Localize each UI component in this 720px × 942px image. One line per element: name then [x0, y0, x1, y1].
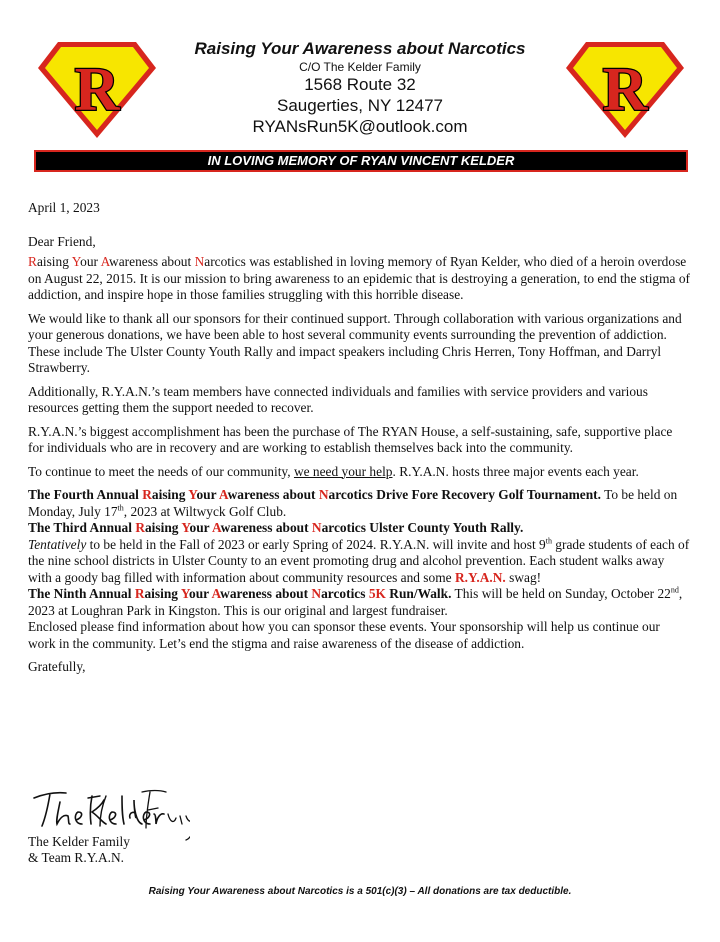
- signature-name: The Kelder Family: [28, 834, 130, 849]
- text-run: The Ninth Annual: [28, 586, 135, 601]
- greeting: Dear Friend,: [28, 233, 96, 249]
- handwritten-signature: [30, 782, 190, 842]
- superman-r-shield-logo-right: [564, 40, 686, 140]
- text-run: arcotics Drive Fore Recovery Golf Tournament.: [328, 487, 601, 502]
- city-state-zip: Saugerties, NY 12477: [276, 96, 444, 115]
- acronym-letter: A: [211, 520, 221, 535]
- memorial-banner-text: IN LOVING MEMORY OF RYAN VINCENT KELDER: [38, 154, 684, 168]
- organization-title: Raising Your Awareness about Narcotics: [194, 39, 526, 58]
- acronym-letter: R: [142, 487, 152, 502]
- text-run: aising: [144, 586, 181, 601]
- paragraph-team: Additionally, R.Y.A.N.’s team members have connected individuals and families with service providers and various resources getting them the support needed to recover.: [28, 383, 648, 415]
- ryan-highlight: R.Y.A.N.: [454, 569, 506, 585]
- text-run: our: [196, 487, 219, 502]
- acronym-letter: N: [194, 254, 205, 269]
- acronym-letter: Y: [71, 254, 81, 269]
- ordinal-suffix: th: [545, 536, 552, 546]
- text-run: The Fourth Annual: [28, 487, 143, 502]
- acronym-letter: A: [211, 586, 221, 601]
- paragraph-events-intro: [28, 464, 690, 481]
- five-k-highlight: 5K: [368, 586, 386, 601]
- text-run: . R.Y.A.N. hosts three major events each year.: [392, 463, 639, 479]
- acronym-letter: N: [311, 586, 322, 601]
- letter-body: [28, 200, 690, 683]
- text-run: Run/Walk.: [385, 586, 452, 601]
- text-run: wareness about: [220, 520, 312, 535]
- text-run: The Third Annual: [28, 520, 136, 535]
- memorial-banner: [34, 150, 688, 172]
- acronym-letter: A: [100, 254, 110, 269]
- ordinal-suffix: th: [117, 503, 124, 513]
- acronym-letter: N: [311, 520, 322, 535]
- event-golf-tournament: [28, 487, 690, 520]
- text-run: wareness about: [227, 487, 319, 502]
- text-run: wareness about: [109, 254, 195, 269]
- care-of-line: C/O The Kelder Family: [299, 60, 421, 74]
- paragraph-ryan-house: R.Y.A.N.’s biggest accomplishment has been the purchase of The RYAN House, a self-sustaining, safe, supportive place for individuals who are in recovery and are working to establish themselves back into the community.: [28, 423, 673, 455]
- event-title: [28, 487, 601, 502]
- superman-r-shield-logo-left: [36, 40, 158, 140]
- acronym-letter: R: [28, 254, 37, 269]
- paragraph-sponsors: We would like to thank all our sponsors for their continued support. Through collaboration with various organizations and your generous donations, we have been able to host several community events surrounding the prevention of addiction. These include The Ulster County Youth Rally and impact speakers including Chris Herren, Tony Hoffman, and Darryl Strawberry.: [28, 310, 682, 375]
- text-run: our: [189, 520, 212, 535]
- event-title: [28, 586, 451, 601]
- closing: Gratefully,: [28, 659, 86, 674]
- text-run: arcotics: [321, 586, 369, 601]
- text-run: swag!: [505, 569, 542, 585]
- need-help-text: we need your help: [293, 463, 393, 479]
- paragraph-sponsorship: Enclosed please find information about how you can sponsor these events. Your sponsorship will help us continue our work in the community. Let’s end the stigma and raise awareness of the disease of addiction.: [28, 619, 660, 651]
- acronym-letter: Y: [180, 586, 190, 601]
- italic-text: Tentatively: [28, 536, 87, 552]
- acronym-letter: Y: [188, 487, 197, 502]
- text-run: our: [189, 586, 212, 601]
- text-run: our: [80, 254, 101, 269]
- event-title: [28, 520, 523, 535]
- text-run: arcotics was established in loving memory of Ryan Kelder, who died of a heroin overdose on August 22, 2015. It is our mission to bring awareness to an epidemic that is destroying a generation, to end the stigma of addiction, and inspire hope in those families struggling with this horrible disease.: [28, 254, 690, 302]
- ordinal-suffix: nd: [670, 585, 679, 595]
- acronym-letter: R: [135, 520, 145, 535]
- text-run: To be held on Monday, July 17: [28, 487, 678, 519]
- text-run: This will be held on Sunday, October 22: [451, 586, 671, 601]
- logo-letter: R: [602, 56, 648, 124]
- paragraph-mission: [28, 254, 690, 304]
- acronym-letter: R: [134, 586, 145, 601]
- acronym-letter: A: [218, 487, 228, 502]
- acronym-letter: Y: [181, 520, 190, 535]
- street-address: 1568 Route 32: [304, 75, 416, 94]
- text-run: wareness about: [220, 586, 312, 601]
- text-run: aising: [36, 254, 72, 269]
- letter-date: April 1, 2023: [28, 200, 100, 215]
- text-run: grade students of each of the nine school districts in Ulster County to an event promoting drug and alcohol prevention. Each student walks away with a goody bag filled with information about community resources and some: [28, 536, 690, 585]
- acronym-letter: N: [318, 487, 329, 502]
- text-run: arcotics Ulster County Youth Rally.: [321, 520, 524, 535]
- text-run: aising: [151, 487, 189, 502]
- event-5k-run: [28, 586, 690, 619]
- email-address[interactable]: RYANsRun5K@outlook.com: [252, 117, 468, 136]
- letterhead: [170, 38, 550, 137]
- signature-block: [28, 834, 130, 866]
- logo-letter: R: [74, 56, 120, 124]
- text-run: , 2023 at Loughran Park in Kingston. This is our original and largest fundraiser.: [28, 586, 683, 618]
- text-run: to be held in the Fall of 2023 or early Spring of 2024. R.Y.A.N. will invite and host 9: [86, 536, 546, 552]
- text-run: , 2023 at Wiltwyck Golf Club.: [123, 503, 287, 519]
- tax-deductible-footer: Raising Your Awareness about Narcotics is a 501(c)(3) – All donations are tax deductible.: [148, 886, 572, 897]
- text-run: To continue to meet the needs of our community,: [28, 463, 294, 479]
- event-youth-rally: [28, 520, 690, 586]
- text-run: aising: [144, 520, 182, 535]
- signature-team: & Team R.Y.A.N.: [28, 850, 125, 865]
